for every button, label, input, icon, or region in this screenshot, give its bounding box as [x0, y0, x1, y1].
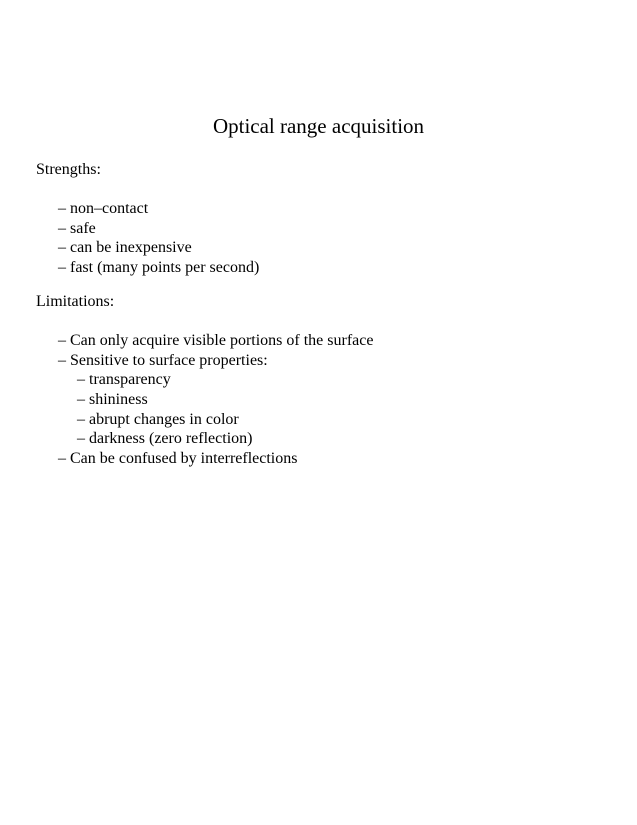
dash-bullet: – — [58, 331, 66, 349]
bullet-item-text: non–contact — [70, 200, 149, 217]
bullet-item — [77, 370, 637, 390]
bullet-item-text: shininess — [89, 390, 148, 408]
bullet-item — [58, 449, 637, 469]
bullet-item — [77, 410, 637, 430]
dash-bullet: – — [58, 259, 66, 277]
bullet-item-text: Can be confused by interreflections — [70, 450, 298, 468]
dash-bullet: – — [58, 351, 66, 369]
dash-bullet: – — [58, 450, 66, 468]
bullet-item-text: safe — [70, 219, 96, 237]
bullet-item — [58, 219, 637, 239]
bullet-item-text: abrupt changes in color — [89, 410, 239, 428]
bullet-item-text: Can only acquire visible portions of the surface — [70, 331, 374, 349]
bullet-item — [58, 331, 637, 351]
strengths-heading: Strengths: — [36, 161, 101, 178]
dash-bullet: – — [58, 200, 66, 217]
bullet-item — [58, 258, 637, 278]
dash-bullet: – — [77, 390, 85, 408]
dash-bullet: – — [58, 219, 66, 237]
section-strengths — [0, 160, 637, 278]
bullet-item-text: Sensitive to surface properties: — [70, 351, 268, 369]
strengths-bullet-list — [36, 199, 637, 278]
bullet-item-text: darkness (zero reflection) — [89, 430, 253, 448]
section-limitations — [0, 292, 637, 469]
limitations-heading: Limitations: — [36, 292, 115, 310]
bullet-item — [58, 351, 637, 371]
dash-bullet: – — [77, 410, 85, 428]
bullet-item-text: can be inexpensive — [70, 239, 192, 257]
bullet-item — [77, 390, 637, 410]
bullet-item — [58, 199, 637, 219]
bullet-item — [77, 429, 637, 449]
limitations-bullet-list — [36, 331, 637, 469]
dash-bullet: – — [77, 371, 85, 389]
page-title: Optical range acquisition — [212, 114, 425, 138]
bullet-item-text: fast (many points per second) — [70, 259, 260, 277]
dash-bullet: – — [77, 430, 85, 448]
dash-bullet: – — [58, 239, 66, 257]
bullet-item — [58, 238, 637, 258]
bullet-item-text: transparency — [89, 371, 171, 389]
